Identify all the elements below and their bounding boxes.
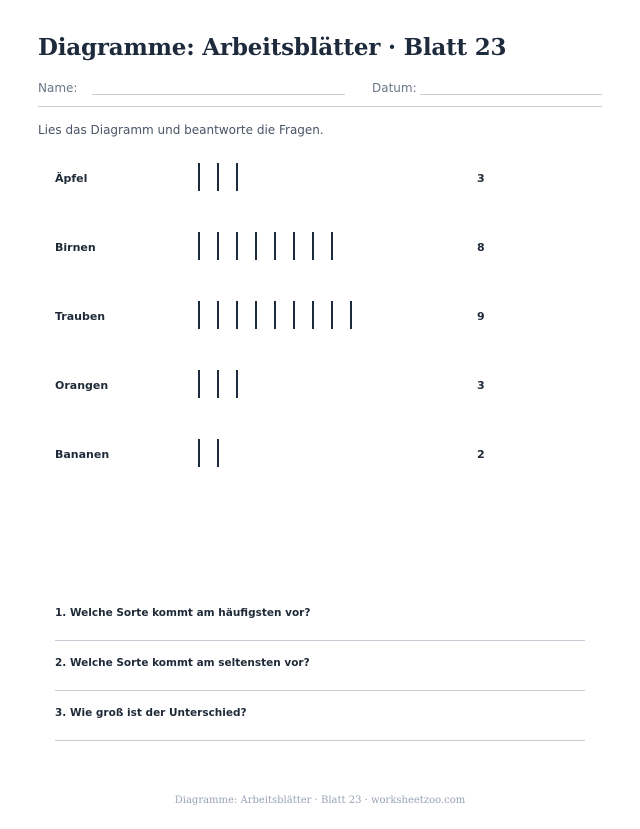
tally-mark: [217, 439, 219, 467]
row-count: 2: [477, 448, 485, 461]
row-label: Birnen: [55, 241, 96, 254]
tally-row: [0, 160, 640, 200]
question-1: 1. Welche Sorte kommt am häufigsten vor?: [55, 607, 311, 619]
question-2: 2. Welche Sorte kommt am seltensten vor?: [55, 657, 310, 669]
tally-mark: [236, 301, 238, 329]
row-count: 8: [477, 241, 485, 254]
tally-mark: [312, 301, 314, 329]
tally-row: [0, 367, 640, 407]
tally-mark: [217, 370, 219, 398]
tally-mark: [331, 232, 333, 260]
tally-mark: [255, 301, 257, 329]
tally-mark: [293, 301, 295, 329]
date-field[interactable]: [420, 94, 602, 95]
date-label: Datum:: [372, 81, 417, 95]
tally-mark: [198, 370, 200, 398]
tally-mark: [198, 439, 200, 467]
header-divider: [38, 106, 602, 107]
row-label: Äpfel: [55, 172, 88, 185]
page-footer: Diagramme: Arbeitsblätter · Blatt 23 · worksheetzoo.com: [174, 795, 466, 806]
row-count: 3: [477, 172, 485, 185]
tally-mark: [293, 232, 295, 260]
tally-mark: [198, 163, 200, 191]
row-count: 9: [477, 310, 485, 323]
row-label: Orangen: [55, 379, 109, 392]
answer-line-1[interactable]: [55, 640, 585, 641]
tally-mark: [217, 232, 219, 260]
tally-mark: [198, 301, 200, 329]
tally-row: [0, 298, 640, 338]
tally-mark: [331, 301, 333, 329]
row-count: 3: [477, 379, 485, 392]
tally-mark: [255, 232, 257, 260]
page-title: Diagramme: Arbeitsblätter · Blatt 23: [38, 34, 507, 61]
row-label: Bananen: [55, 448, 110, 461]
tally-mark: [236, 163, 238, 191]
question-3: 3. Wie groß ist der Unterschied?: [55, 707, 247, 719]
answer-line-3[interactable]: [55, 740, 585, 741]
answer-line-2[interactable]: [55, 690, 585, 691]
instruction-text: Lies das Diagramm und beantworte die Fragen.: [38, 123, 324, 137]
tally-mark: [236, 370, 238, 398]
row-label: Trauben: [55, 310, 106, 323]
tally-mark: [198, 232, 200, 260]
name-label: Name:: [38, 81, 78, 95]
name-field[interactable]: [92, 94, 345, 95]
tally-mark: [217, 163, 219, 191]
tally-row: [0, 436, 640, 476]
tally-mark: [236, 232, 238, 260]
tally-mark: [312, 232, 314, 260]
tally-row: [0, 229, 640, 269]
tally-mark: [274, 301, 276, 329]
tally-mark: [217, 301, 219, 329]
tally-mark: [274, 232, 276, 260]
tally-mark: [350, 301, 352, 329]
